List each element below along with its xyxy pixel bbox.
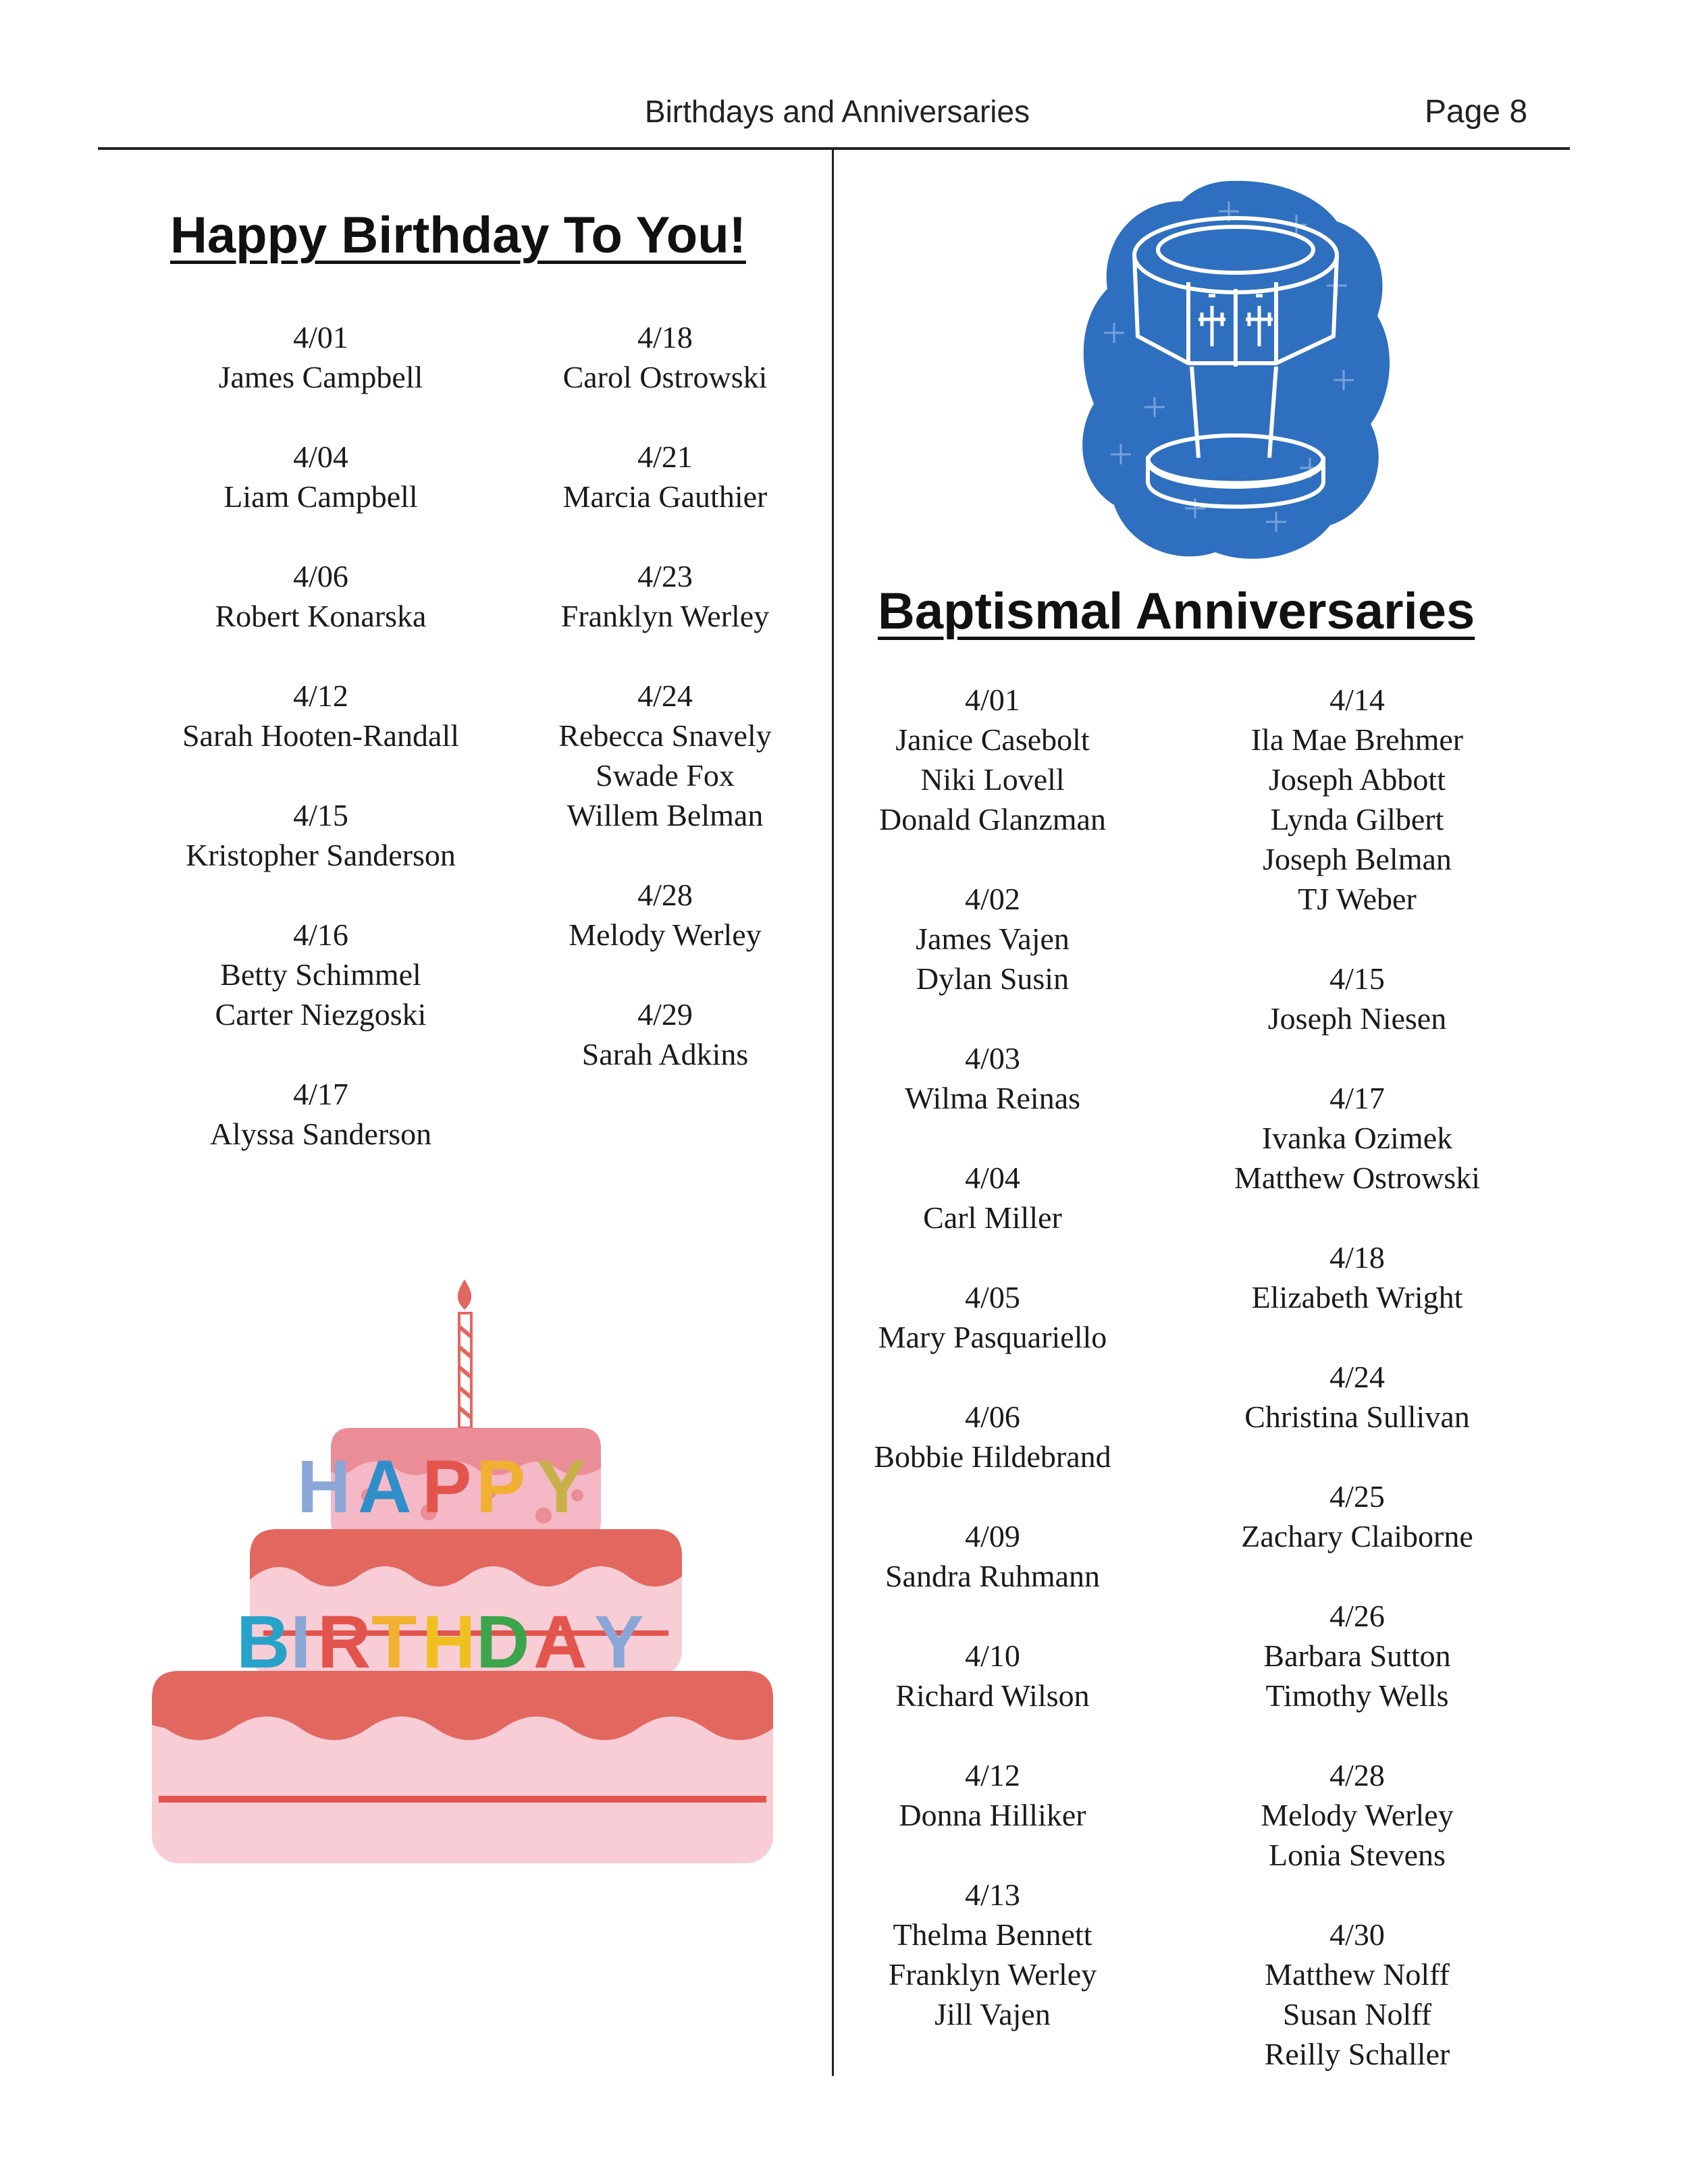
entry-name: Ila Mae Brehmer — [1250, 722, 1464, 757]
cake-letter: R — [317, 1601, 371, 1684]
entry-date: 4/23 — [637, 559, 693, 593]
cake-letter: A — [358, 1445, 412, 1528]
entry-name: Mary Pasquariello — [878, 1320, 1107, 1354]
header-rule — [98, 147, 1570, 150]
entry-name: Christina Sullivan — [1244, 1400, 1470, 1434]
entry-name: Susan Nolff — [1282, 1997, 1432, 2031]
entry-date: 4/17 — [293, 1077, 348, 1111]
entry-date: 4/15 — [293, 798, 348, 832]
entry-name: Wilma Reinas — [904, 1081, 1081, 1115]
cake-letter: Y — [537, 1445, 587, 1528]
entry-name: Joseph Niesen — [1267, 1001, 1447, 1036]
date-entry — [493, 875, 837, 955]
entry-date: 4/24 — [1329, 1360, 1385, 1394]
entry-date: 4/28 — [637, 878, 693, 912]
date-entry — [841, 1038, 1144, 1118]
date-entry — [493, 676, 837, 835]
entry-name: Ivanka Ozimek — [1261, 1121, 1453, 1155]
date-entry — [841, 1755, 1144, 1835]
entry-date: 4/14 — [1329, 683, 1385, 717]
cake-letter: T — [371, 1601, 417, 1684]
entry-date: 4/26 — [1329, 1599, 1385, 1633]
date-entry — [841, 1397, 1144, 1476]
baptismal-column-2 — [1188, 680, 1526, 2074]
date-entry — [841, 1158, 1144, 1237]
entry-date: 4/30 — [1329, 1917, 1385, 1952]
birthday-cake-icon — [152, 1279, 773, 1867]
entry-name: Melody Werley — [1261, 1798, 1454, 1832]
entry-name: Jill Vajen — [934, 1997, 1051, 2031]
entry-name: Melody Werley — [569, 917, 762, 952]
entry-date: 4/10 — [965, 1639, 1020, 1673]
entry-name: Carol Ostrowski — [562, 360, 768, 394]
date-entry — [1188, 1357, 1526, 1437]
entry-date: 4/18 — [1329, 1240, 1385, 1275]
entry-date: 4/16 — [293, 917, 348, 952]
date-entry — [135, 317, 506, 397]
baptismal-font-icon — [1074, 174, 1391, 566]
cake-letter: P — [476, 1445, 526, 1528]
entry-name: Swade Fox — [596, 758, 735, 793]
entry-date: 4/01 — [293, 320, 348, 354]
entry-name: Richard Wilson — [895, 1678, 1090, 1713]
date-entry — [1188, 1476, 1526, 1556]
cake-letter: H — [422, 1601, 476, 1684]
date-entry — [1188, 1237, 1526, 1317]
date-entry — [135, 1074, 506, 1154]
entry-name: Elizabeth Wright — [1251, 1280, 1463, 1314]
entry-name: TJ Weber — [1298, 882, 1417, 916]
entry-name: Franklyn Werley — [888, 1957, 1097, 1992]
entry-name: Dylan Susin — [916, 961, 1070, 996]
entry-name: Robert Konarska — [215, 599, 427, 633]
header-title: Birthdays and Anniversaries — [644, 94, 1030, 129]
entry-name: Alyssa Sanderson — [209, 1117, 432, 1151]
entry-date: 4/29 — [637, 997, 693, 1032]
entry-date: 4/12 — [293, 678, 348, 713]
entry-name: Sarah Adkins — [581, 1037, 749, 1071]
cake-letter: B — [236, 1601, 290, 1684]
entry-name: Bobbie Hildebrand — [874, 1439, 1111, 1474]
cake-letter: H — [297, 1445, 351, 1528]
entry-name: Timothy Wells — [1265, 1678, 1449, 1713]
entry-name: Liam Campbell — [223, 479, 418, 514]
date-entry — [493, 437, 837, 516]
cake-letter: A — [533, 1601, 587, 1684]
baptismal-title: Baptismal Anniversaries — [878, 583, 1475, 640]
entry-date: 4/15 — [1329, 961, 1385, 996]
entry-date: 4/13 — [965, 1877, 1020, 1912]
date-entry — [841, 1875, 1144, 2034]
date-entry — [1188, 1755, 1526, 1875]
entry-name: Matthew Ostrowski — [1234, 1161, 1481, 1195]
entry-date: 4/04 — [965, 1161, 1020, 1195]
entry-name: Willem Belman — [566, 798, 764, 832]
entry-date: 4/05 — [965, 1280, 1020, 1314]
entry-name: Lonia Stevens — [1269, 1838, 1446, 1872]
birthday-column-1 — [135, 317, 506, 1154]
date-entry — [841, 680, 1144, 839]
entry-date: 4/12 — [965, 1758, 1020, 1792]
date-entry — [493, 317, 837, 397]
entry-date: 4/17 — [1329, 1081, 1385, 1115]
entry-name: Franklyn Werley — [560, 599, 770, 633]
baptismal-column-1 — [841, 680, 1144, 2034]
birthday-column-2 — [493, 317, 837, 1074]
date-entry — [135, 556, 506, 636]
entry-name: Lynda Gilbert — [1270, 802, 1444, 836]
date-entry — [1188, 1915, 1526, 2074]
date-entry — [135, 437, 506, 516]
date-entry — [1188, 680, 1526, 919]
entry-name: Barbara Sutton — [1263, 1639, 1451, 1673]
entry-name: Janice Casebolt — [895, 722, 1090, 757]
entry-date: 4/04 — [293, 440, 348, 474]
entry-name: Reilly Schaller — [1264, 2037, 1450, 2071]
date-entry — [493, 994, 837, 1074]
birthdays-title: Happy Birthday To You! — [170, 207, 746, 264]
entry-date: 4/18 — [637, 320, 693, 354]
page-number: Page 8 — [1425, 94, 1528, 130]
date-entry — [841, 1277, 1144, 1357]
cake-letter: I — [290, 1601, 311, 1684]
date-entry — [1188, 1078, 1526, 1198]
entry-name: Kristopher Sanderson — [186, 838, 456, 872]
cake-letter: P — [422, 1445, 472, 1528]
date-entry — [135, 795, 506, 875]
entry-date: 4/06 — [293, 559, 348, 593]
entry-date: 4/02 — [965, 882, 1020, 916]
entry-name: Marcia Gauthier — [562, 479, 768, 514]
candle-flame — [458, 1279, 471, 1310]
date-entry — [1188, 1596, 1526, 1715]
entry-date: 4/28 — [1329, 1758, 1385, 1792]
entry-name: Niki Lovell — [920, 762, 1065, 797]
entry-date: 4/03 — [965, 1041, 1020, 1075]
entry-name: Betty Schimmel — [220, 957, 421, 992]
cake-letter: Y — [594, 1601, 644, 1684]
entry-date: 4/01 — [965, 683, 1020, 717]
date-entry — [135, 915, 506, 1034]
date-entry — [841, 1516, 1144, 1596]
entry-name: Sarah Hooten-Randall — [182, 718, 460, 753]
entry-name: Sandra Ruhmann — [885, 1559, 1101, 1593]
entry-name: Matthew Nolff — [1265, 1957, 1450, 1992]
date-entry — [493, 556, 837, 636]
entry-name: James Campbell — [218, 360, 423, 394]
entry-name: James Vajen — [916, 922, 1070, 956]
entry-name: Rebecca Snavely — [558, 718, 772, 753]
entry-date: 4/09 — [965, 1519, 1020, 1553]
date-entry — [135, 676, 506, 755]
entry-name: Joseph Belman — [1263, 842, 1452, 876]
entry-name: Joseph Abbott — [1269, 762, 1446, 797]
date-entry — [841, 1636, 1144, 1715]
entry-date: 4/25 — [1329, 1479, 1385, 1514]
entry-date: 4/21 — [637, 440, 693, 474]
date-entry — [841, 879, 1144, 998]
entry-date: 4/24 — [637, 678, 693, 713]
entry-name: Donna Hilliker — [899, 1798, 1086, 1832]
date-entry — [1188, 959, 1526, 1038]
entry-name: Thelma Bennett — [893, 1917, 1092, 1952]
entry-name: Zachary Claiborne — [1241, 1519, 1473, 1553]
entry-name: Carl Miller — [923, 1200, 1062, 1235]
entry-date: 4/06 — [965, 1400, 1020, 1434]
entry-name: Carter Niezgoski — [215, 997, 427, 1032]
cake-letter: D — [476, 1601, 530, 1684]
entry-name: Donald Glanzman — [879, 802, 1106, 836]
